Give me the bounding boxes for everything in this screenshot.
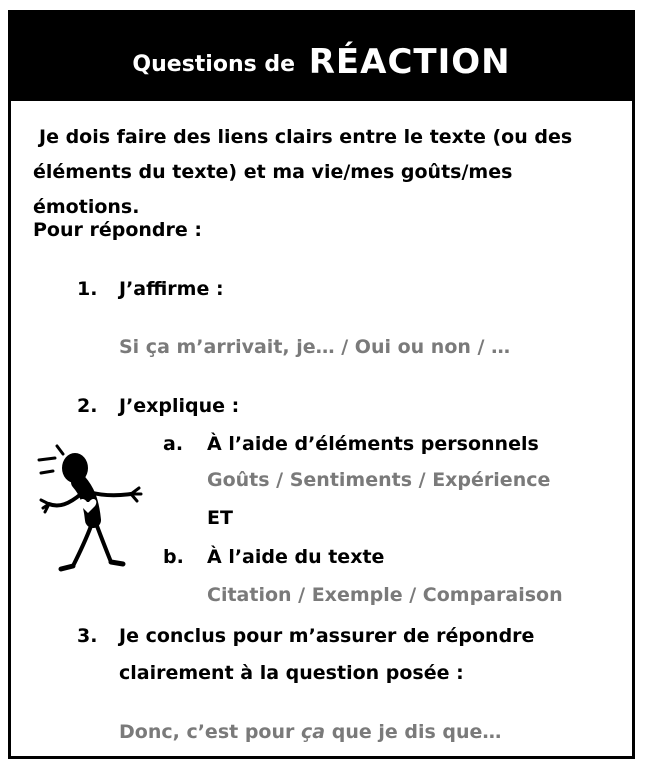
step-2b-letter: b.	[163, 546, 184, 568]
step-3-example-pre: Donc, c’est pour	[119, 721, 295, 743]
title-banner	[11, 13, 632, 101]
step-3-line-2: clairement à la question posée :	[119, 662, 464, 684]
title-prefix: Questions de	[132, 52, 296, 77]
step-3-example	[119, 721, 501, 743]
step-2b-label: À l’aide du texte	[207, 546, 385, 568]
title-main: RÉACTION	[308, 42, 511, 82]
and-label: ET	[207, 507, 233, 529]
step-2a-example: Goûts / Sentiments / Expérience	[207, 469, 551, 491]
intro-line-1: Je dois faire des liens clairs entre le texte (ou des	[39, 126, 573, 148]
step-1-label: J’affirme :	[119, 278, 224, 300]
step-2b-example: Citation / Exemple / Comparaison	[207, 584, 563, 606]
step-2-number: 2.	[77, 395, 98, 417]
page-title	[11, 42, 632, 82]
respond-label: Pour répondre :	[33, 219, 202, 241]
step-3-line-1: Je conclus pour m’assurer de répondre	[119, 625, 535, 647]
step-3-number: 3.	[77, 625, 98, 647]
step-2a-letter: a.	[163, 433, 184, 455]
step-3-example-emphasis: ça	[301, 721, 326, 743]
step-1-number: 1.	[77, 278, 98, 300]
step-2a-label: À l’aide d’éléments personnels	[207, 433, 539, 455]
intro-text	[33, 120, 623, 225]
step-1-example: Si ça m’arrivait, je… / Oui ou non / …	[119, 336, 511, 358]
reaction-card	[8, 10, 635, 759]
step-3-example-post: que je dis que…	[331, 721, 502, 743]
intro-line-2: éléments du texte) et ma vie/mes goûts/mes émotions.	[33, 161, 513, 218]
stick-figure-heart-icon	[31, 438, 143, 578]
step-2-label: J’explique :	[119, 395, 240, 417]
